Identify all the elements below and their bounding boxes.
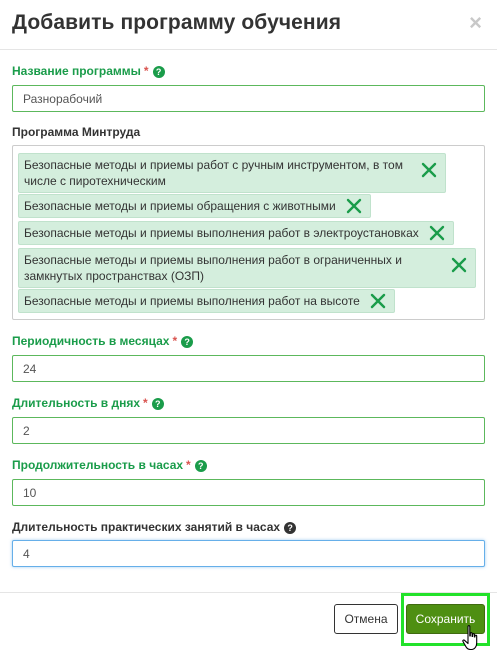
program-tag-label: Безопасные методы и приемы выполнения работ в электроустановках: [24, 226, 419, 240]
question-circle-icon[interactable]: ?: [152, 398, 164, 410]
duration-days-label: [12, 396, 164, 410]
program-tag: [18, 289, 395, 313]
program-name-label-text: Название программы: [12, 64, 141, 78]
duration-hours-label-text: Продолжительность в часах: [12, 458, 184, 472]
modal-header: [0, 0, 497, 50]
remove-tag-icon[interactable]: [450, 256, 468, 274]
periodicity-input[interactable]: 24: [12, 355, 485, 382]
program-tag: [18, 153, 446, 193]
program-tag: [18, 194, 371, 218]
program-name-input[interactable]: Разнорабочий: [12, 85, 485, 112]
program-tag-label: Безопасные методы и приемы выполнения работ в ограниченных и замкнутых пространствах (ОЗП): [24, 253, 402, 283]
program-tag-label: Безопасные методы и приемы работ с ручным инструментом, в том числе с пиротехническим: [24, 158, 403, 188]
practical-hours-label-text: Длительность практических занятий в часах: [12, 520, 281, 534]
program-tag: [18, 221, 454, 245]
periodicity-label-text: Периодичность в месяцах: [12, 334, 170, 348]
duration-days-input[interactable]: 2: [12, 417, 485, 444]
program-tag-label: Безопасные методы и приемы обращения с животными: [24, 199, 336, 213]
program-tag: [18, 248, 476, 288]
required-mark: *: [143, 396, 148, 410]
duration-days-label-text: Длительность в днях: [12, 396, 141, 410]
hand-pointer-icon: [460, 624, 486, 652]
duration-hours-input[interactable]: 10: [12, 479, 485, 506]
question-circle-icon[interactable]: ?: [153, 66, 165, 78]
question-circle-icon[interactable]: ?: [284, 522, 296, 534]
question-circle-icon[interactable]: ?: [195, 460, 207, 472]
required-mark: *: [143, 64, 149, 78]
program-tag-label: Безопасные методы и приемы выполнения работ на высоте: [24, 294, 360, 308]
remove-tag-icon[interactable]: [420, 161, 438, 179]
required-mark: *: [172, 334, 178, 348]
remove-tag-icon[interactable]: [345, 197, 363, 215]
question-circle-icon[interactable]: ?: [181, 336, 193, 348]
required-mark: *: [186, 458, 191, 472]
mintrud-program-label: Программа Минтруда: [12, 125, 141, 139]
remove-tag-icon[interactable]: [369, 292, 387, 310]
mintrud-program-multiselect[interactable]: [12, 145, 485, 320]
modal-title: Добавить программу обучения: [12, 11, 342, 34]
remove-tag-icon[interactable]: [428, 224, 446, 242]
periodicity-label: [12, 334, 193, 348]
duration-hours-label: [12, 458, 207, 472]
save-button[interactable]: Сохранить: [406, 604, 485, 634]
practical-hours-label: [12, 520, 296, 534]
practical-hours-input[interactable]: 4: [12, 540, 485, 567]
close-icon[interactable]: ×: [469, 10, 482, 35]
program-name-label: [12, 64, 165, 78]
cancel-button[interactable]: Отмена: [334, 604, 398, 634]
